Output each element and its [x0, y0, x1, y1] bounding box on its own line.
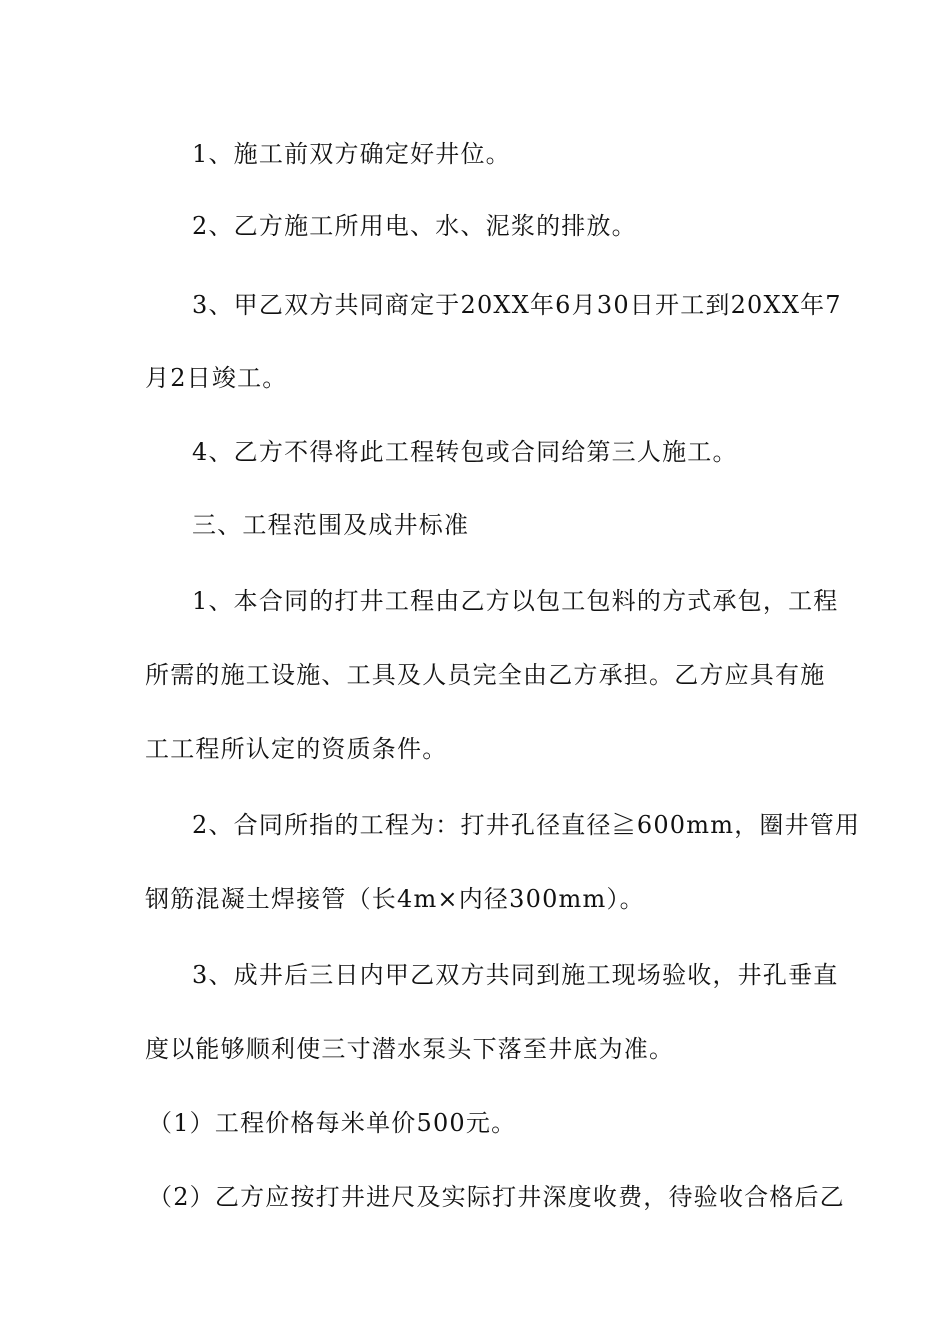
scope-clause-1-cont: 所需的施工设施、工具及人员完全由乙方承担。乙方应具有施	[145, 661, 826, 689]
clause-3-schedule: 3、甲乙双方共同商定于20XX年6月30日开工到20XX年7	[192, 291, 842, 319]
section-3-heading: 三、工程范围及成井标准	[192, 511, 470, 539]
clause-4-no-subcontract: 4、乙方不得将此工程转包或合同给第三人施工。	[192, 438, 738, 466]
price-item-1: （1）工程价格每米单价500元。	[148, 1109, 517, 1137]
scope-clause-2-cont: 钢筋混凝土焊接管（长4m×内径300mm）。	[145, 885, 645, 913]
price-item-2: （2）乙方应按打井进尺及实际打井深度收费，待验收合格后乙	[148, 1183, 845, 1211]
clause-1-well-position: 1、施工前双方确定好井位。	[192, 140, 511, 168]
clause-2-utilities: 2、乙方施工所用电、水、泥浆的排放。	[192, 212, 637, 240]
scope-clause-2: 2、合同所指的工程为：打井孔径直径≧600mm，圈井管用	[192, 811, 861, 839]
scope-clause-1-cont-2: 工工程所认定的资质条件。	[145, 735, 448, 763]
scope-clause-3: 3、成井后三日内甲乙双方共同到施工现场验收，井孔垂直	[192, 961, 839, 989]
clause-3-schedule-cont: 月2日竣工。	[145, 364, 288, 392]
scope-clause-3-cont: 度以能够顺利使三寸潜水泵头下落至井底为准。	[145, 1035, 675, 1063]
scope-clause-1: 1、本合同的打井工程由乙方以包工包料的方式承包，工程	[192, 587, 839, 615]
